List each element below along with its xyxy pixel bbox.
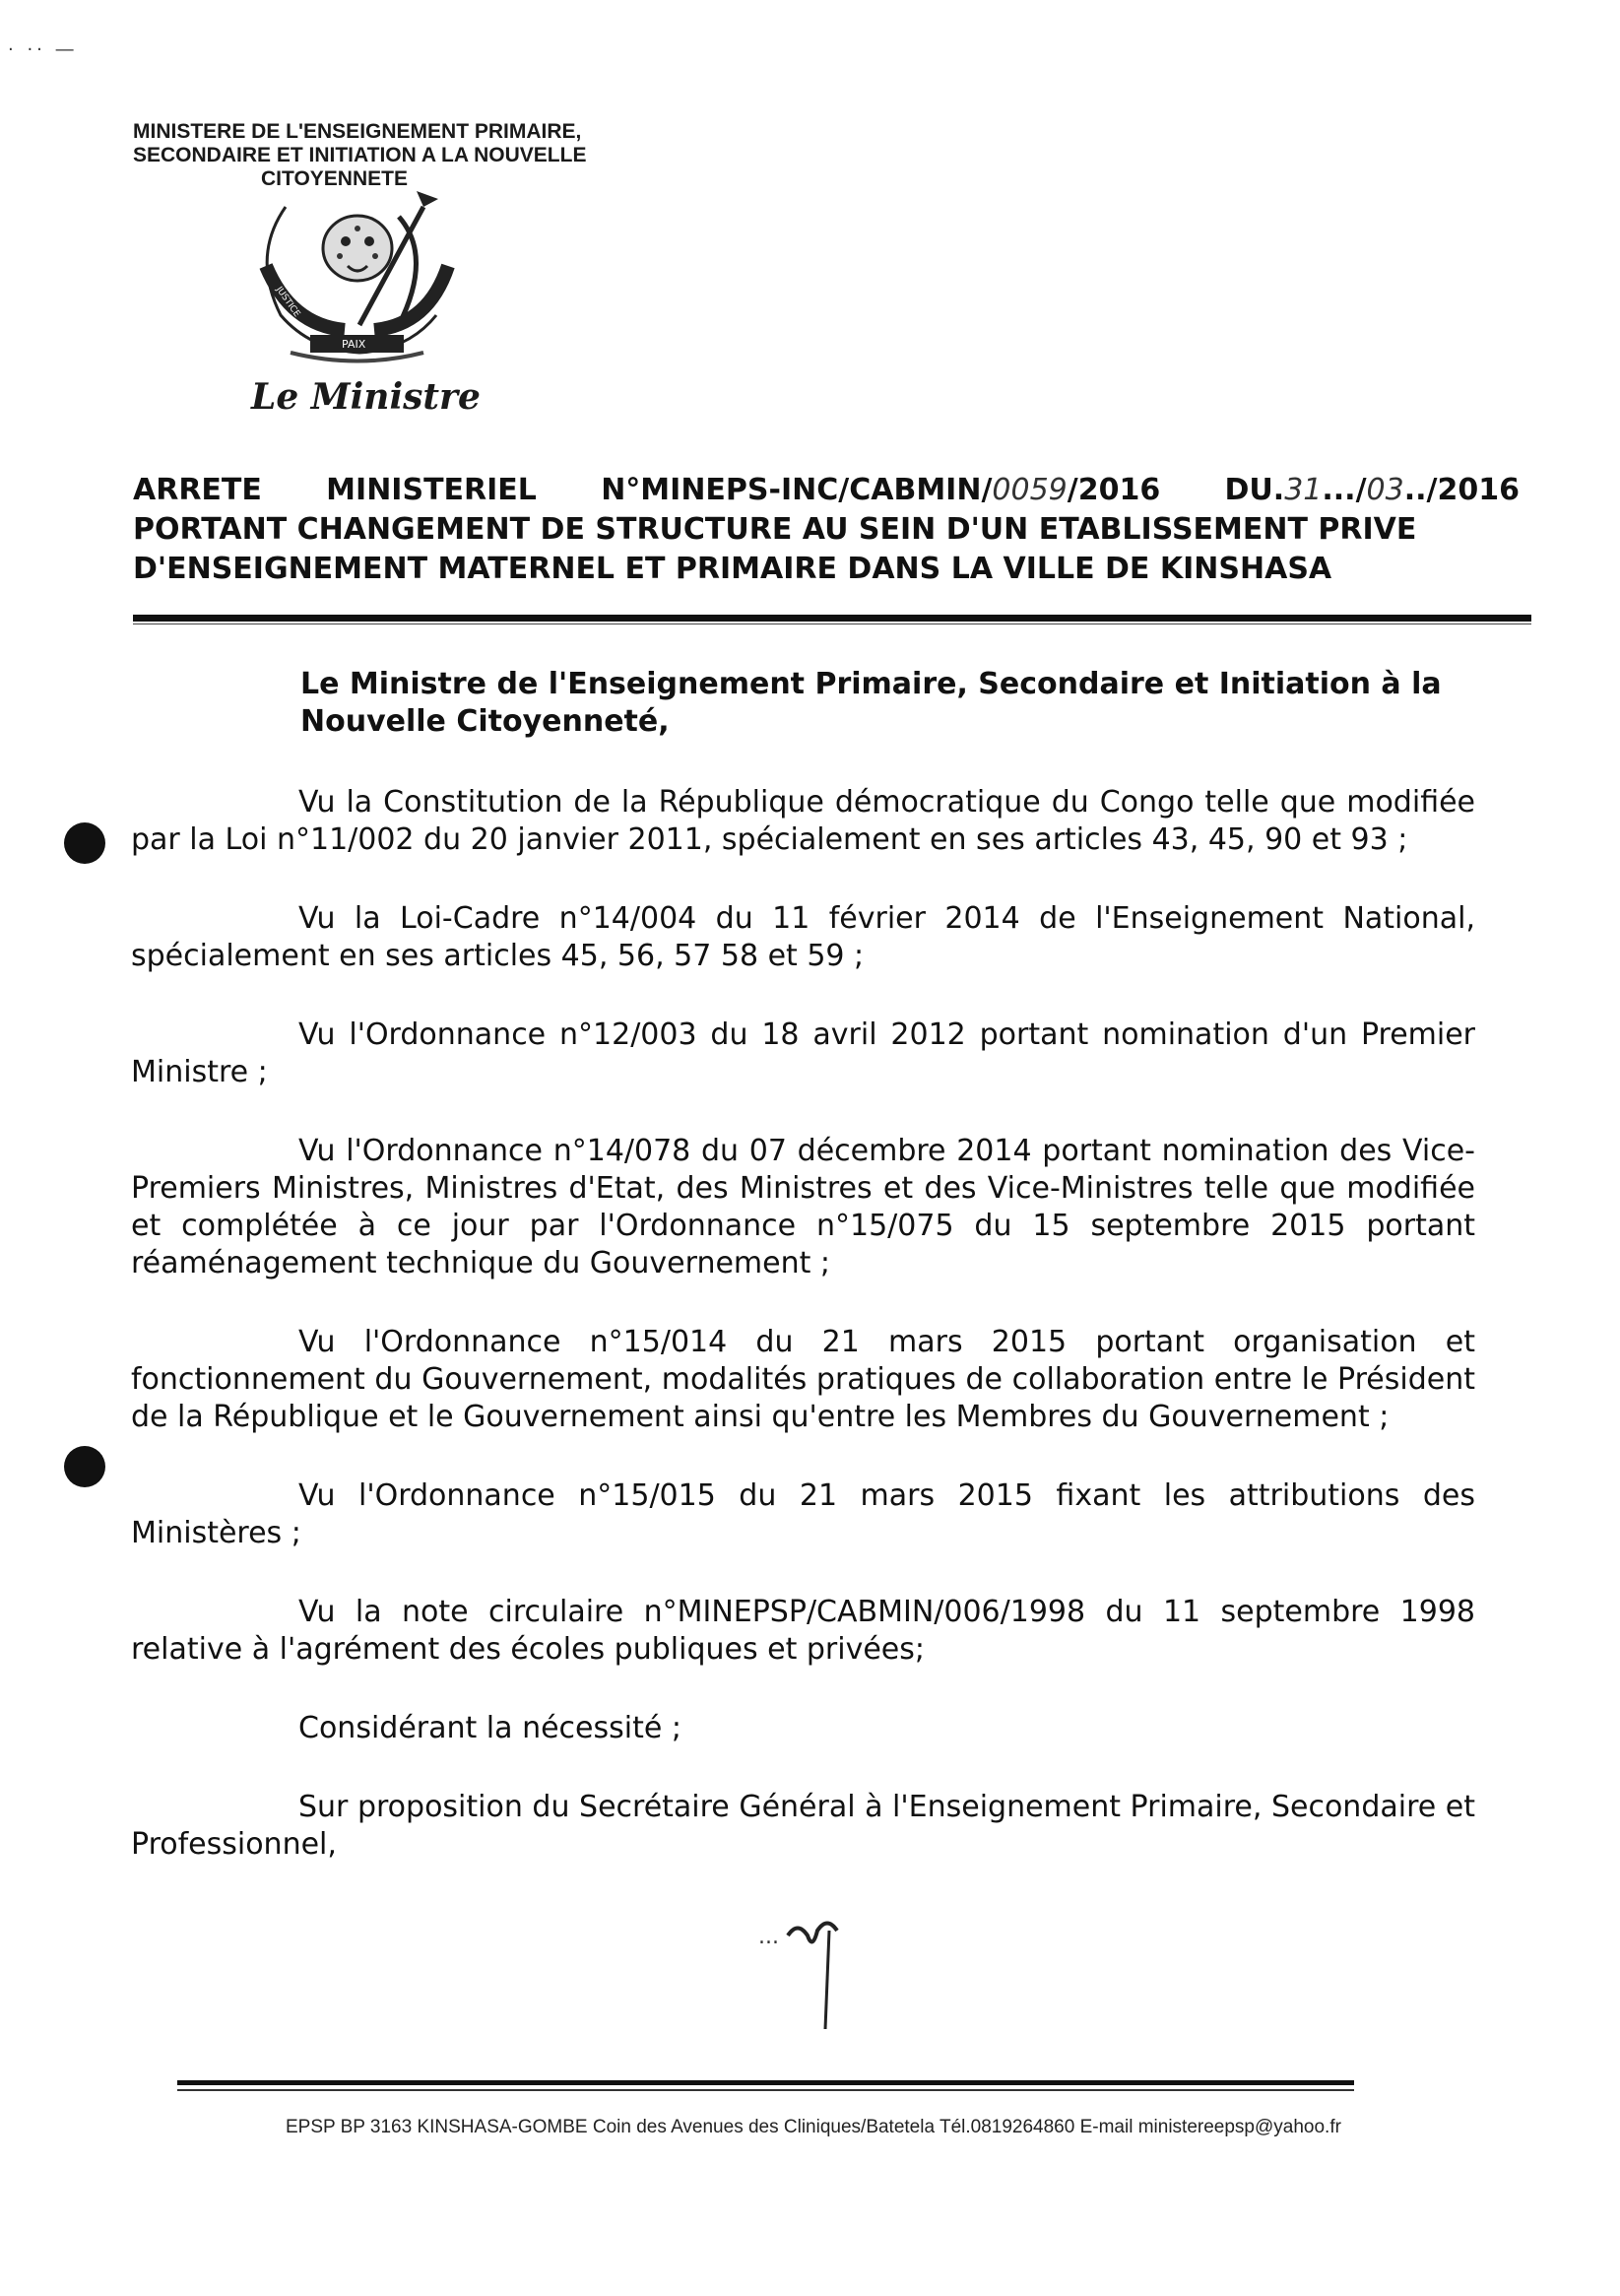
title-reference bbox=[601, 471, 1160, 510]
handwritten-month: 03 bbox=[1366, 473, 1404, 507]
paragraph-text: Vu l'Ordonnance n°15/015 du 21 mars 2015 fixant les attributions des Ministères ; bbox=[131, 1478, 1475, 1550]
footer-divider-thin bbox=[177, 2089, 1354, 2091]
motto-paix: PAIX bbox=[342, 338, 366, 351]
ministry-line-2: SECONDAIRE ET INITIATION A LA NOUVELLE bbox=[133, 144, 587, 166]
scan-artifact: · ·· ― bbox=[8, 39, 78, 60]
decree-body bbox=[131, 666, 1475, 1905]
paragraph-text: Vu la Loi-Cadre n°14/004 du 11 février 2014 de l'Enseignement National, spécialement en ses articles 45, 56, 57 58 et 59 ; bbox=[131, 901, 1475, 973]
coat-of-arms-emblem bbox=[251, 187, 463, 369]
paragraph-proposition bbox=[131, 1789, 1475, 1864]
paragraph-ordonnance-14-078 bbox=[131, 1133, 1475, 1282]
title-date-prefix: DU. bbox=[1224, 473, 1285, 507]
paragraph-text: Vu la note circulaire n°MINEPSP/CABMIN/006/1998 du 11 septembre 1998 relative à l'agrément des écoles publiques et privées; bbox=[131, 1595, 1475, 1667]
title-date bbox=[1225, 471, 1520, 510]
paragraph-text: Vu l'Ordonnance n°14/078 du 07 décembre 2014 portant nomination des Vice-Premiers Ministres, Ministres d'Etat, des Ministres et des Vice-Ministres telle que modifiée et complétée à ce jour par l'Ordonnance n°15/075 du 15 septembre 2015 portant réaménagement technique du Gouvernement ; bbox=[131, 1134, 1475, 1280]
paragraph-ordonnance-15-014 bbox=[131, 1324, 1475, 1436]
paragraph-ordonnance-12-003 bbox=[131, 1017, 1475, 1091]
handwritten-initials bbox=[758, 1916, 876, 2034]
title-ministeriel: MINISTERIEL bbox=[326, 473, 537, 507]
continuation-dots: ... bbox=[758, 1925, 779, 1949]
paragraph-considerant bbox=[131, 1710, 1475, 1747]
paragraph-loi-cadre bbox=[131, 900, 1475, 975]
title-divider-thin bbox=[133, 623, 1531, 624]
title-reference-prefix: N°MINEPS-INC/CABMIN/ bbox=[601, 473, 993, 507]
punch-hole-mark-top bbox=[64, 822, 105, 864]
ministry-line-3: CITOYENNETE bbox=[261, 167, 408, 190]
paragraph-text: Vu la Constitution de la République démocratique du Congo telle que modifiée par la Loi n°11/002 du 20 janvier 2011, spécialement en ses articles 43, 45, 90 et 93 ; bbox=[131, 785, 1475, 857]
motto-travail: TRAVAIL bbox=[416, 255, 443, 292]
body-heading: Le Ministre de l'Enseignement Primaire, Secondaire et Initiation à la Nouvelle Citoyenneté, bbox=[300, 667, 1442, 739]
title-line-3: D'ENSEIGNEMENT MATERNEL ET PRIMAIRE DANS LA VILLE DE KINSHASA bbox=[133, 552, 1332, 586]
paragraph-text: Sur proposition du Secrétaire Général à l'Enseignement Primaire, Secondaire et Professionnel, bbox=[131, 1790, 1475, 1862]
paragraph-note-circulaire bbox=[131, 1594, 1475, 1669]
paragraph-constitution bbox=[131, 784, 1475, 859]
punch-hole-mark-bottom bbox=[64, 1446, 105, 1487]
title-line-2: PORTANT CHANGEMENT DE STRUCTURE AU SEIN D'UN ETABLISSEMENT PRIVE bbox=[133, 512, 1417, 547]
paragraph-ordonnance-15-015 bbox=[131, 1477, 1475, 1552]
paragraph-text: Vu l'Ordonnance n°15/014 du 21 mars 2015 portant organisation et fonctionnement du Gouvernement, modalités pratiques de collaboration entre le Président de la République et le Gouvernement ainsi qu'entre les Membres du Gouvernement ; bbox=[131, 1325, 1475, 1434]
footer-divider bbox=[177, 2080, 1354, 2085]
title-date-sep: .../ bbox=[1322, 473, 1367, 507]
footer-contact: EPSP BP 3163 KINSHASA-GOMBE Coin des Avenues des Cliniques/Batetela Tél.0819264860 E-mail ministereepsp@yahoo.fr bbox=[286, 2117, 1341, 2137]
ministry-line-1: MINISTERE DE L'ENSEIGNEMENT PRIMAIRE, bbox=[133, 120, 582, 143]
title-divider bbox=[133, 615, 1531, 622]
ministry-header bbox=[133, 120, 724, 191]
signature-title: Le Ministre bbox=[251, 376, 481, 418]
title-date-year: ../2016 bbox=[1403, 473, 1520, 507]
paragraph-text: Vu l'Ordonnance n°12/003 du 18 avril 2012 portant nomination d'un Premier Ministre ; bbox=[131, 1017, 1475, 1089]
decree-title bbox=[133, 471, 1520, 589]
title-reference-year: /2016 bbox=[1067, 473, 1161, 507]
motto-justice: JUSTICE bbox=[273, 285, 302, 319]
title-line-1 bbox=[133, 471, 1520, 510]
title-arrete: ARRETE bbox=[133, 473, 262, 507]
handwritten-day: 31 bbox=[1284, 473, 1323, 507]
handwritten-decree-number: 0059 bbox=[992, 473, 1068, 507]
paragraph-text: Considérant la nécessité ; bbox=[298, 1711, 681, 1745]
